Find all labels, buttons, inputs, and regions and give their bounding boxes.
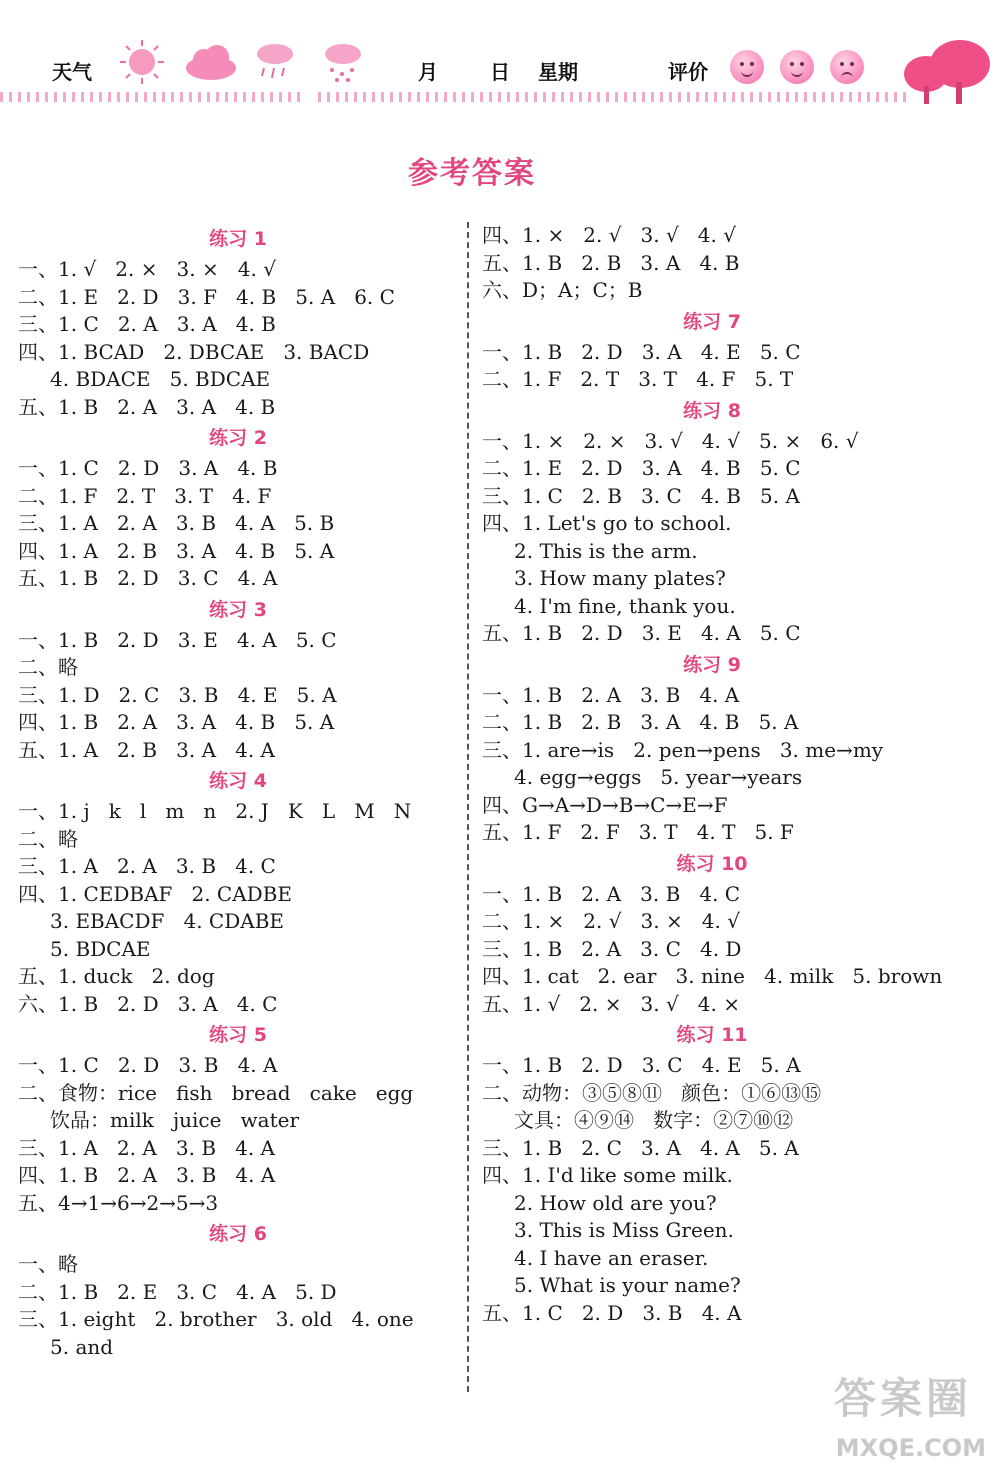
answer-line: 六、D；A；C；B <box>482 278 643 302</box>
weather-label: 天气 <box>52 60 92 84</box>
section-heading: 练习 6 <box>209 1223 267 1245</box>
answer-line: 二、1. F 2. T 3. T 4. F <box>18 483 272 508</box>
answer-line: 二、动物：③⑤⑧⑪ 颜色：①⑥⑬⑮ <box>482 1080 822 1105</box>
section-heading: 练习 10 <box>676 852 748 875</box>
answer-line: 四、1. CEDBAF 2. CADBE <box>18 881 292 906</box>
answer-line: 三、1. A 2. A 3. B 4. A 5. B <box>18 511 335 535</box>
answer-line: 4. I have an eraser. <box>514 1245 709 1270</box>
smile-face-icon <box>780 50 814 84</box>
sun-icon <box>118 38 166 86</box>
section-heading: 练习 4 <box>209 770 267 792</box>
answer-line: 一、1. B 2. A 3. B 4. C <box>482 881 741 906</box>
answer-line: 2. How old are you? <box>514 1190 717 1215</box>
answer-line: 四、1. B 2. A 3. A 4. B 5. A <box>18 710 335 734</box>
answer-line: 一、1. B 2. D 3. C 4. E 5. A <box>482 1053 801 1077</box>
answer-line: 五、1. B 2. D 3. C 4. A <box>18 566 278 590</box>
answer-line: 饮品：milk juice water <box>50 1108 300 1132</box>
answer-line: 二、1. E 2. D 3. F 4. B 5. A 6. C <box>18 284 395 309</box>
answer-line: 三、1. A 2. A 3. B 4. C <box>18 854 276 878</box>
rating-label: 评价 <box>668 60 708 84</box>
week-label: 星期 <box>538 60 578 84</box>
answer-line: 一、略 <box>18 1252 78 1276</box>
grass-decoration <box>318 92 908 102</box>
section-heading: 练习 2 <box>209 427 267 449</box>
section-heading: 练习 1 <box>209 228 267 250</box>
answer-line: 二、1. F 2. T 3. T 4. F 5. T <box>482 367 794 391</box>
happy-face-icon <box>730 50 764 84</box>
answer-line: 二、略 <box>18 826 78 851</box>
answer-line: 4. BDACE 5. BDCAE <box>50 367 271 391</box>
answer-line: 3. This is Miss Green. <box>514 1218 734 1242</box>
answer-line: 三、1. A 2. A 3. B 4. A <box>18 1135 276 1160</box>
answer-line: 一、1. C 2. D 3. A 4. B <box>18 456 278 480</box>
answer-line: 五、4→1→6→2→5→3 <box>18 1190 219 1215</box>
answer-line: 一、1. √ 2. × 3. × 4. √ <box>18 257 276 281</box>
answer-line: 五、1. B 2. B 3. A 4. B <box>482 250 740 275</box>
column-divider <box>467 222 469 1392</box>
answer-line: 四、1. cat 2. ear 3. nine 4. milk 5. brown <box>482 964 943 988</box>
answer-line: 五、1. F 2. F 3. T 4. T 5. F <box>482 820 794 844</box>
answer-line: 五、1. duck 2. dog <box>18 964 215 988</box>
answer-line: 五、1. B 2. A 3. A 4. B <box>18 394 276 419</box>
answer-line: 4. I'm fine, thank you. <box>514 593 736 618</box>
left-column <box>18 222 458 1361</box>
answer-line: 三、1. D 2. C 3. B 4. E 5. A <box>18 682 337 707</box>
answer-line: 三、1. eight 2. brother 3. old 4. one <box>18 1307 414 1331</box>
answer-line: 五、1. C 2. D 3. B 4. A <box>482 1300 742 1325</box>
answer-line: 一、1. B 2. D 3. A 4. E 5. C <box>482 339 801 364</box>
answer-line: 五、1. B 2. D 3. E 4. A 5. C <box>482 621 801 645</box>
answer-line: 二、1. B 2. E 3. C 4. A 5. D <box>18 1279 337 1304</box>
right-column <box>482 222 942 1327</box>
answer-line: 四、1. I'd like some milk. <box>482 1163 733 1187</box>
answer-line: 四、G→A→D→B→C→E→F <box>482 792 728 817</box>
answer-line: 四、1. B 2. A 3. B 4. A <box>18 1163 276 1187</box>
section-heading: 练习 9 <box>683 653 741 676</box>
watermark-url: MXQE.COM <box>835 1434 986 1462</box>
answer-line: 四、1. × 2. √ 3. √ 4. √ <box>482 223 736 247</box>
watermark-logo: 答案圈 <box>833 1374 972 1423</box>
section-heading: 练习 11 <box>676 1024 748 1046</box>
section-heading: 练习 8 <box>683 399 741 422</box>
section-heading: 练习 7 <box>683 310 741 333</box>
cloud-icon <box>184 42 238 82</box>
answer-line: 3. EBACDF 4. CDABE <box>50 909 284 933</box>
answer-line: 四、1. Let's go to school. <box>482 511 732 535</box>
grass-decoration <box>0 92 300 102</box>
answer-line: 5. and <box>50 1334 114 1359</box>
answer-line: 5. What is your name? <box>514 1273 741 1297</box>
answer-line: 三、1. C 2. A 3. A 4. B <box>18 312 276 336</box>
answer-line: 一、1. × 2. × 3. √ 4. √ 5. × 6. √ <box>482 428 859 453</box>
answer-line: 二、食物：rice fish bread cake egg <box>18 1080 414 1105</box>
answer-line: 4. egg→eggs 5. year→years <box>514 765 803 789</box>
sad-face-icon <box>830 50 864 84</box>
answer-line: 三、1. B 2. A 3. C 4. D <box>482 936 742 961</box>
answer-line: 一、1. j k l m n 2. J K L M N <box>18 799 412 823</box>
answer-line: 一、1. B 2. A 3. B 4. A <box>482 682 740 707</box>
answer-line: 二、1. E 2. D 3. A 4. B 5. C <box>482 456 801 480</box>
answer-line: 二、略 <box>18 655 78 679</box>
answer-line: 一、1. B 2. D 3. E 4. A 5. C <box>18 627 337 652</box>
month-label: 月 <box>418 60 438 84</box>
answer-line: 2. This is the arm. <box>514 538 698 563</box>
page-header <box>0 0 1000 110</box>
tree-icon <box>900 38 996 104</box>
answer-line: 3. How many plates? <box>514 566 726 590</box>
answer-line: 二、1. B 2. B 3. A 4. B 5. A <box>482 710 799 734</box>
answer-line: 三、1. are→is 2. pen→pens 3. me→my <box>482 737 884 762</box>
answer-line: 五、1. A 2. B 3. A 4. A <box>18 737 276 762</box>
day-label: 日 <box>490 60 510 84</box>
answer-line: 四、1. A 2. B 3. A 4. B 5. A <box>18 538 335 563</box>
page-title: 参考答案 <box>408 156 536 191</box>
answer-line: 一、1. C 2. D 3. B 4. A <box>18 1053 278 1077</box>
answer-line: 二、1. × 2. √ 3. × 4. √ <box>482 909 740 933</box>
section-heading: 练习 3 <box>209 598 267 621</box>
answer-line: 六、1. B 2. D 3. A 4. C <box>18 991 278 1016</box>
answer-line: 文具：④⑨⑭ 数字：②⑦⑩⑫ <box>514 1108 794 1132</box>
section-heading: 练习 5 <box>209 1024 267 1046</box>
rain-icon <box>252 38 298 90</box>
answer-line: 三、1. B 2. C 3. A 4. A 5. A <box>482 1135 799 1160</box>
answer-line: 三、1. C 2. B 3. C 4. B 5. A <box>482 483 800 508</box>
answer-line: 四、1. BCAD 2. DBCAE 3. BACD <box>18 339 370 364</box>
answer-line: 五、1. √ 2. × 3. √ 4. × <box>482 991 740 1016</box>
snow-icon <box>320 38 366 90</box>
answer-line: 5. BDCAE <box>50 936 151 961</box>
